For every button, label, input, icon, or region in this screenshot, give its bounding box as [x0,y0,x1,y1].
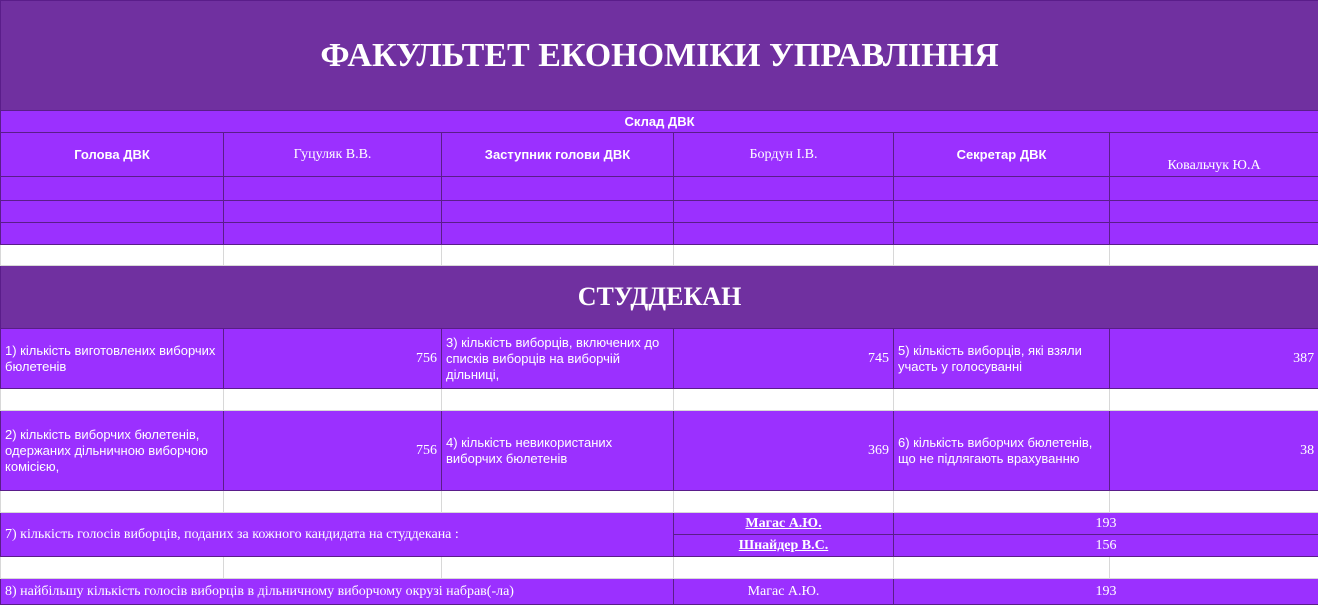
head-name-cell[interactable]: Гуцуляк В.В. [224,133,442,177]
winner-votes[interactable]: 193 [894,579,1318,605]
secretary-name-cell[interactable]: Ковальчук Ю.А [1110,133,1318,177]
empty-cell[interactable] [674,201,894,223]
empty-cell[interactable] [674,223,894,245]
empty-cell[interactable] [1,201,224,223]
stat-6-value[interactable]: 38 [1110,411,1318,491]
candidate-votes-2[interactable]: 156 [894,535,1318,557]
empty-cell[interactable] [1110,557,1318,579]
empty-cell[interactable] [894,245,1110,266]
faculty-title[interactable]: ФАКУЛЬТЕТ ЕКОНОМІКИ УПРАВЛІННЯ [1,1,1318,111]
empty-cell[interactable] [1,245,224,266]
deputy-label-cell[interactable]: Заступник голови ДВК [442,133,674,177]
stat-4-label[interactable]: 4) кількість невикористаних виборчих бюлетенів [442,411,674,491]
candidate-name-2[interactable]: Шнайдер В.С. [674,535,894,557]
empty-cell[interactable] [894,201,1110,223]
commission-header[interactable]: Склад ДВК [1,111,1318,133]
empty-cell[interactable] [1110,177,1318,201]
empty-cell[interactable] [224,245,442,266]
empty-cell[interactable] [442,223,674,245]
empty-cell[interactable] [674,557,894,579]
head-label-cell[interactable]: Голова ДВК [1,133,224,177]
stat-5-label[interactable]: 5) кількість виборців, які взяли участь у голосуванні [894,329,1110,389]
empty-cell[interactable] [1,177,224,201]
stat-3-label[interactable]: 3) кількість виборців, включених до списків виборців на виборчій дільниці, [442,329,674,389]
empty-cell[interactable] [1110,201,1318,223]
stat-4-value[interactable]: 369 [674,411,894,491]
empty-cell[interactable] [1110,389,1318,411]
stat-1-label[interactable]: 1) кількість виготовлених виборчих бюлетенів [1,329,224,389]
section-title[interactable]: СТУДДЕКАН [1,266,1318,329]
empty-cell[interactable] [1110,491,1318,513]
empty-cell[interactable] [894,557,1110,579]
empty-cell[interactable] [674,491,894,513]
empty-cell[interactable] [442,557,674,579]
empty-cell[interactable] [224,201,442,223]
empty-cell[interactable] [224,223,442,245]
empty-cell[interactable] [224,557,442,579]
secretary-label-cell[interactable]: Секретар ДВК [894,133,1110,177]
empty-cell[interactable] [894,223,1110,245]
stat-2-value[interactable]: 756 [224,411,442,491]
votes-label[interactable]: 7) кількість голосів виборців, поданих за кожного кандидата на студдекана : [1,513,674,557]
empty-cell[interactable] [442,245,674,266]
empty-cell[interactable] [1,557,224,579]
empty-cell[interactable] [674,177,894,201]
empty-cell[interactable] [1,491,224,513]
empty-cell[interactable] [674,389,894,411]
empty-cell[interactable] [1,389,224,411]
stat-3-value[interactable]: 745 [674,329,894,389]
empty-cell[interactable] [1110,245,1318,266]
empty-cell[interactable] [894,177,1110,201]
empty-cell[interactable] [224,389,442,411]
candidate-votes-1[interactable]: 193 [894,513,1318,535]
stat-2-label[interactable]: 2) кількість виборчих бюлетенів, одержаних дільничною виборчою комісією, [1,411,224,491]
empty-cell[interactable] [1110,223,1318,245]
empty-cell[interactable] [1,223,224,245]
winner-label[interactable]: 8) найбільшу кількість голосів виборців в дільничному виборчому окрузі набрав(-ла) [1,579,674,605]
empty-cell[interactable] [442,389,674,411]
empty-cell[interactable] [674,245,894,266]
empty-cell[interactable] [224,491,442,513]
empty-cell[interactable] [894,491,1110,513]
empty-cell[interactable] [442,177,674,201]
stat-6-label[interactable]: 6) кількість виборчих бюлетенів, що не підлягають врахуванню [894,411,1110,491]
candidate-name-1[interactable]: Магас А.Ю. [674,513,894,535]
empty-cell[interactable] [442,201,674,223]
stat-1-value[interactable]: 756 [224,329,442,389]
deputy-name-cell[interactable]: Бордун І.В. [674,133,894,177]
winner-name[interactable]: Магас А.Ю. [674,579,894,605]
empty-cell[interactable] [224,177,442,201]
stat-5-value[interactable]: 387 [1110,329,1318,389]
empty-cell[interactable] [442,491,674,513]
empty-cell[interactable] [894,389,1110,411]
